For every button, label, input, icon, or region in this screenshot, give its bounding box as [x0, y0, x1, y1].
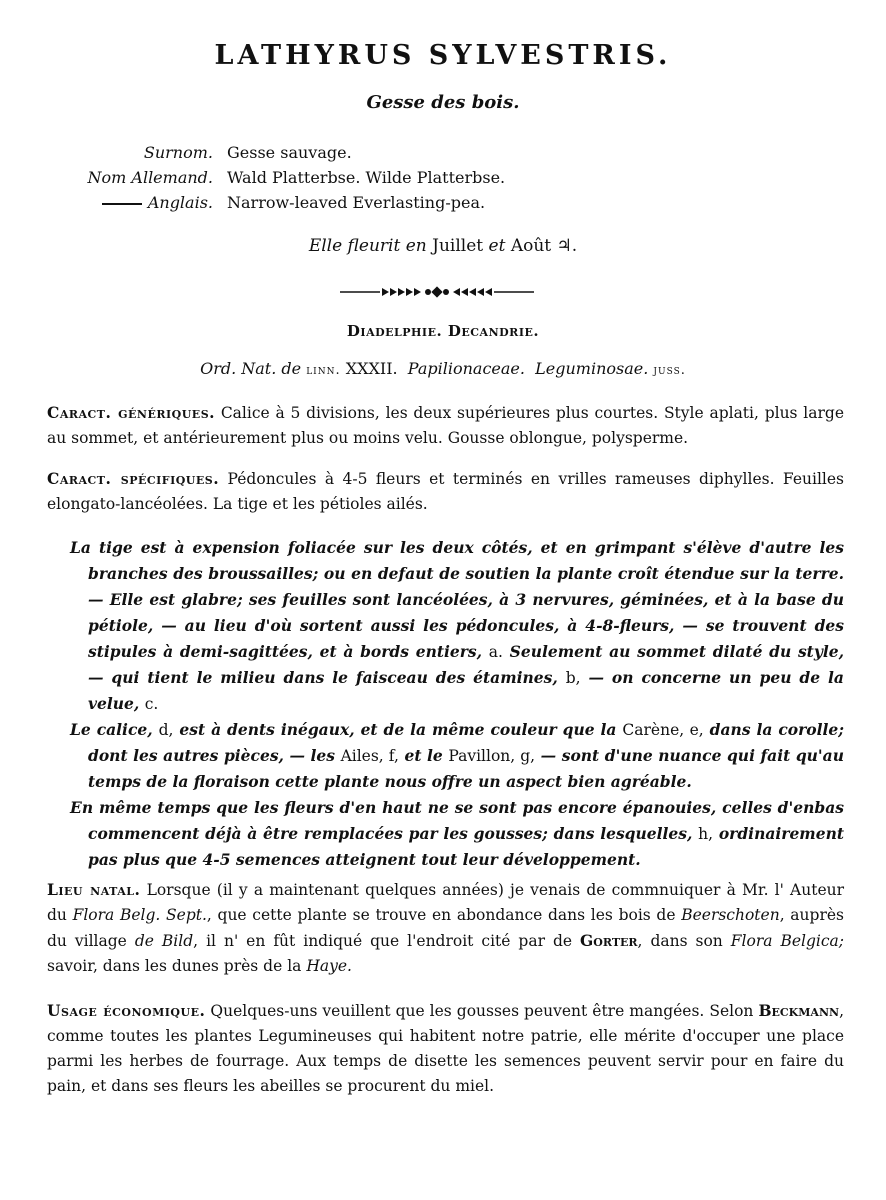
- description-text: Le calice,: [70, 720, 153, 739]
- figure-letter: a.: [488, 643, 503, 661]
- bloom-month: Juillet: [432, 236, 484, 256]
- order-number: XXXII.: [345, 359, 398, 378]
- description: [70, 535, 844, 873]
- description-text: — sont d'une nuance qui fait qu'au temps de la floraison cette plante nous offre un aspect bien agréable.: [88, 746, 844, 791]
- figure-letter: h,: [698, 825, 714, 843]
- flowering-line: [0, 236, 886, 256]
- perennial-symbol: ♃.: [556, 236, 578, 256]
- family-name: Leguminosae.: [535, 359, 649, 378]
- description-text: dans la corolle; dont les autres pièces, — les: [88, 720, 844, 765]
- dash-mark: [102, 203, 142, 205]
- description-text: ordinairement pas plus que 4-5 semences atteignent tout leur développement.: [88, 824, 844, 869]
- place-name: Haye.: [306, 957, 352, 975]
- description-text: est à dents inégaux, et de la même couleur que la: [179, 720, 617, 739]
- description-text: — on concerne un peu de la velue,: [88, 668, 844, 713]
- description-text: La tige est à expension foliacée sur les deux côtés, et en grimpant s'élève d'autre les branches des broussailles; ou en defaut de soutien la plante croît étendue sur la terre. — Elle est glabre; ses feuilles sont lancéolées, à 3 nervures, géminées, et à la base du pétiole, — au lieu d'où sortent aussi les pédoncules, à 4-8-fleurs, — se trouvent des stipules à demi-sagittées, et à bords entiers,: [70, 538, 844, 661]
- family-name: Papilionaceae.: [407, 359, 525, 378]
- name-value: Narrow-leaved Everlasting-pea.: [227, 193, 486, 212]
- section-lead: Caract. spécifiques.: [47, 469, 220, 488]
- place-name: Beerschoten: [681, 906, 780, 924]
- bloom-text: Elle fleurit: [308, 236, 401, 256]
- description-paragraph: [70, 795, 844, 873]
- bloom-text: et: [488, 236, 506, 256]
- book-title: Flora Belgica;: [730, 932, 844, 950]
- section-lead: Caract. génériques.: [47, 403, 216, 422]
- figure-letter: Ailes, f,: [340, 747, 399, 765]
- section-lead: Usage économique.: [47, 1001, 206, 1020]
- juss-abbrev: juss.: [653, 363, 686, 378]
- section-text: , auprès du village: [47, 906, 844, 950]
- section-text: Quelques-uns veuillent que les gousses peuvent être mangées. Selon: [210, 1002, 754, 1020]
- natural-order: [0, 359, 886, 378]
- description-paragraph: [70, 535, 844, 717]
- section-text: , il n' en fût indiqué que l'endroit cité par de: [193, 932, 573, 950]
- name-label: Anglais.: [147, 193, 213, 212]
- section-text: , dans son: [637, 932, 723, 950]
- specific-characters: [47, 466, 844, 517]
- section-text: Lorsque (il y a maintenant quelques années) je venais de commnuiquer à Mr. l' Auteur du: [47, 881, 845, 924]
- economic-use: [47, 998, 844, 1099]
- figure-letter: Carène, e,: [622, 721, 704, 739]
- section-text: , que cette plante se trouve en abondance dans les bois de: [206, 906, 676, 924]
- section-text: Pédoncules à 4-5 fleurs et terminés en vrilles rameuses diphylles. Feuilles elongato-lancéolées. La tige et les pétioles ailés.: [47, 470, 844, 513]
- generic-characters: [47, 400, 844, 451]
- section-text: savoir, dans les dunes près de la: [47, 957, 302, 975]
- common-names: [0, 143, 886, 218]
- figure-letter: c.: [144, 695, 159, 713]
- order-prefix: Ord. Nat. de: [200, 359, 302, 378]
- linnaean-class: Diadelphie. Decandrie.: [346, 322, 540, 340]
- section-lead: Lieu natal.: [47, 880, 141, 899]
- description-text: et le: [404, 746, 443, 765]
- figure-letter: b,: [565, 669, 581, 687]
- section-text: Calice à 5 divisions, les deux supérieures plus courtes. Style aplati, plus large au sommet, et antérieurement plus ou moins velu. Gousse oblongue, polysperme.: [47, 404, 844, 447]
- name-row-surnom: [0, 143, 886, 168]
- bloom-text: en: [405, 236, 427, 256]
- figure-letter: d,: [158, 721, 174, 739]
- description-paragraph: [70, 717, 844, 795]
- name-value: Gesse sauvage.: [227, 143, 352, 162]
- native-habitat: [47, 877, 844, 979]
- ornament-divider: [340, 285, 534, 299]
- description-text: En même temps que les fleurs d'en haut ne se sont pas encore épanouies, celles d'enbas commencent déjà à être remplacées par les gousses; dans lesquelles,: [70, 798, 844, 843]
- plant-subtitle: Gesse des bois.: [366, 92, 520, 113]
- name-label: Surnom.: [143, 143, 213, 162]
- name-row-allemand: [0, 168, 886, 193]
- author-name: Beckmann: [758, 1001, 840, 1020]
- linn-abbrev: linn.: [306, 363, 341, 378]
- name-label: Nom Allemand.: [87, 168, 213, 187]
- section-text: , comme toutes les plantes Legumineuses qui habitent notre patrie, elle mérite d'occuper une place parmi les herbes de fourrage. Aux temps de disette les semences peuvent servir pour en faire du pain, et dans ses fleurs les abeilles se procurent du miel.: [47, 1002, 844, 1095]
- bloom-month: Août: [510, 236, 552, 256]
- name-label-wrap: [102, 193, 213, 212]
- author-name: Gorter: [580, 931, 638, 950]
- place-name: de Bild: [134, 932, 194, 950]
- plant-title: LATHYRUS SYLVESTRIS.: [214, 40, 672, 71]
- book-title: Flora Belg. Sept.: [72, 906, 207, 924]
- figure-letter: Pavillon, g,: [448, 747, 536, 765]
- name-value: Wald Platterbse. Wilde Platterbse.: [227, 168, 506, 187]
- name-row-anglais: [0, 193, 886, 218]
- description-text: Seulement au sommet dilaté du style, — qui tient le milieu dans le faisceau des étamines,: [88, 642, 844, 687]
